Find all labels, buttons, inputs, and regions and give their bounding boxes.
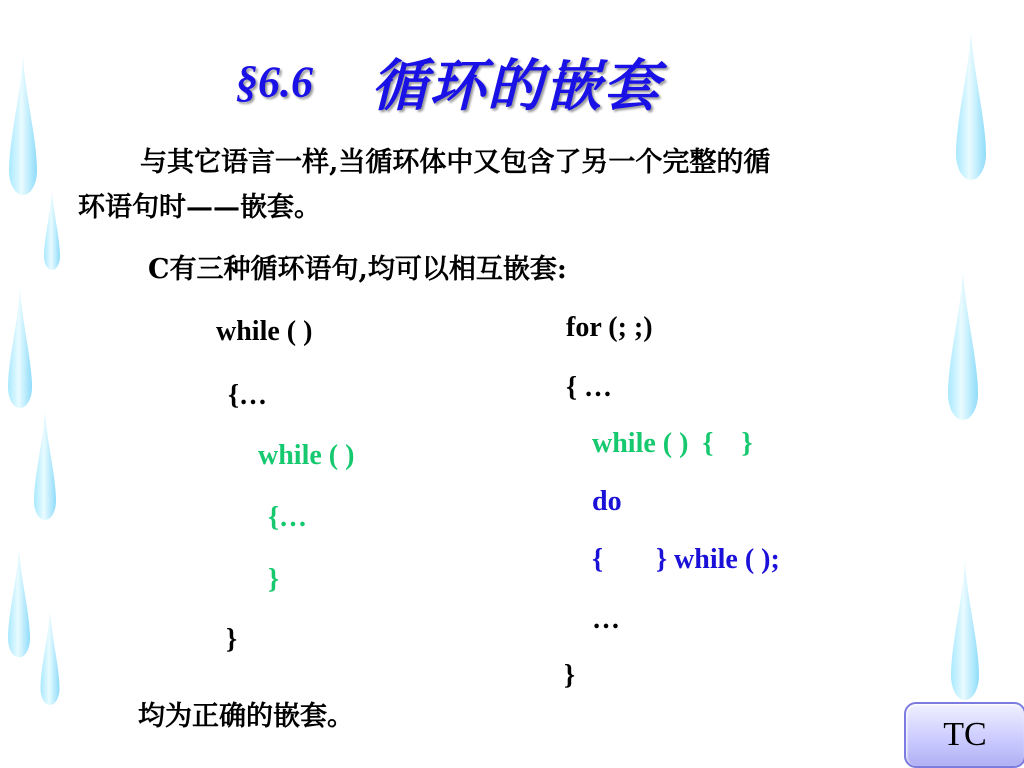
left-code-line-3: while ( ) [258,440,355,471]
water-drop-icon [955,30,987,180]
water-drop-icon [8,288,32,408]
section-number: §6.6 [236,57,313,107]
right-code-line-5-open: { [592,544,604,575]
water-drop-icon [40,610,60,705]
right-code-line-1: for (; ;) [566,312,653,343]
water-drop-icon [6,55,40,195]
left-code-line-4: {… [268,502,308,533]
right-code-line-6: … [592,604,620,635]
right-code-line-5-rest: } while ( ); [656,544,780,575]
right-code-line-3: while ( ) { } [592,428,753,459]
water-drop-icon [948,560,982,700]
water-drop-icon [948,270,978,420]
slide-title [236,42,661,119]
right-code-line-2: { … [566,372,613,403]
left-code-line-1: while ( ) [216,316,313,347]
left-code-line-5: } [268,564,280,595]
title-text: 循环的嵌套 [371,54,661,119]
water-drop-icon [8,540,30,665]
water-drop-icon [44,190,60,270]
right-code-line-4: do [592,486,622,517]
conclusion-text: 均为正确的嵌套。 [138,701,354,732]
right-code-line-7: } [564,660,576,691]
water-drop-icon [34,410,56,520]
tc-nav-button[interactable] [904,702,1024,768]
left-code-line-2: {… [228,380,268,411]
intro-line-2: 环语句时——嵌套。 [78,192,321,223]
left-code-line-6: } [226,624,238,655]
intro-line-1: 与其它语言一样,当循环体中又包含了另一个完整的循 [140,147,771,178]
c-statement: C有三种循环语句,均可以相互嵌套: [148,254,567,285]
tc-nav-label: TC [943,716,987,753]
